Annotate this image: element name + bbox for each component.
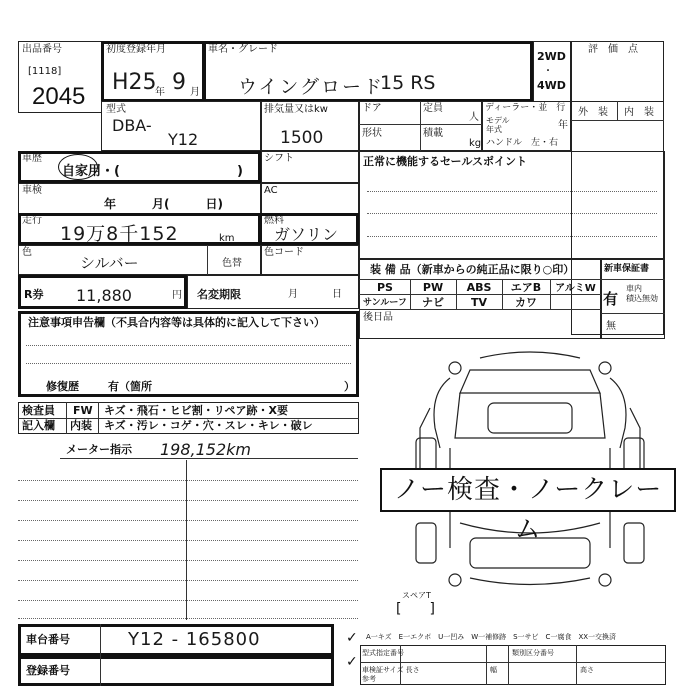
inspection-label: 車検 xyxy=(22,185,42,196)
dotted-line xyxy=(26,363,351,364)
equip-ps: PS xyxy=(377,281,393,294)
dotted-line xyxy=(18,540,358,541)
divider xyxy=(601,313,665,314)
dotted-line xyxy=(18,560,358,561)
fw-label: FW xyxy=(73,404,93,417)
displacement-label: 排気量又はkw xyxy=(264,104,328,115)
grade-value: 15 RS xyxy=(380,72,436,94)
width-label: 幅 xyxy=(490,666,497,674)
repair-close: ） xyxy=(344,380,355,393)
divider xyxy=(359,279,601,280)
name-change-day: 日 xyxy=(332,289,342,300)
dotted-line xyxy=(367,236,657,237)
interior-label: 内 装 xyxy=(624,107,654,118)
dotted-line xyxy=(367,191,657,192)
lot-label: 出品番号 xyxy=(22,44,62,55)
dotted-line xyxy=(18,580,358,581)
equip-abs: ABS xyxy=(466,281,492,294)
dotted-line xyxy=(18,500,358,501)
divider xyxy=(66,402,67,434)
shift-label: シフト xyxy=(264,153,294,164)
warranty-no: 無 xyxy=(606,321,616,332)
notes-label: 注意事項申告欄（不具合内容等は具体的に記入して下さい） xyxy=(28,316,325,329)
equipment-label: 装 備 品（新車からの純正品に限り○印） xyxy=(370,263,575,276)
aftermarket-label: 後日品 xyxy=(363,312,393,323)
history-value: 自家用・( ) xyxy=(62,164,243,179)
history-label: 車歴 xyxy=(22,153,42,164)
length-label: 車検証サイズ 長さ xyxy=(362,666,420,674)
divider xyxy=(576,645,577,685)
door-label: ドア xyxy=(362,103,382,114)
inspector-label-top: 検査員 xyxy=(22,404,55,417)
handle-label: ハンドル 左・右 xyxy=(486,138,559,148)
model-year-label: モデル 年式 xyxy=(486,116,510,134)
fuel-value: ガソリン xyxy=(274,225,339,244)
dotted-line xyxy=(18,480,358,481)
ref-label: 参考 xyxy=(362,675,376,683)
capacity-label: 定員 xyxy=(423,103,443,114)
shape-label: 形状 xyxy=(362,128,382,139)
equip-airbag: エアB xyxy=(510,281,542,294)
chassis-value: Y12 - 165800 xyxy=(128,629,261,650)
equip-sunroof: サンルーフ xyxy=(363,298,407,308)
int-text: キズ・汚レ・コゲ・穴・スレ・キレ・破レ xyxy=(104,419,313,432)
color-label: 色 xyxy=(22,247,32,258)
repaint-label: 色替 xyxy=(222,258,242,269)
divider xyxy=(98,402,99,434)
name-change-label: 名変期限 xyxy=(197,288,241,301)
divider xyxy=(359,309,601,310)
legend-checkmark: ✓ xyxy=(346,630,358,646)
inspection-value: 年 月( 日) xyxy=(104,197,223,211)
fuel-label: 燃料 xyxy=(264,215,284,226)
height-label: 高さ xyxy=(580,666,594,674)
dotted-line xyxy=(367,213,657,214)
divider xyxy=(508,645,509,685)
mileage-value: 19万8千152 xyxy=(60,223,179,245)
fw-text: キズ・飛石・ヒビ割・リペア跡・X要 xyxy=(104,404,289,417)
chassis-label: 車台番号 xyxy=(26,633,70,646)
year-suffix: 年 xyxy=(558,120,568,131)
model-label: 型式 xyxy=(106,104,126,115)
exterior-label: 外 装 xyxy=(578,107,608,118)
mileage-unit: km xyxy=(219,233,235,244)
first-registration-era-year: H25 xyxy=(112,70,157,95)
int-label: 内装 xyxy=(70,419,92,432)
divider xyxy=(601,279,665,280)
warranty-note: 車内 積込無効 xyxy=(626,284,658,303)
dealer-label: ディーラー・並 行 xyxy=(485,103,566,113)
name-change-month: 月 xyxy=(288,289,298,300)
drive-dot: ・ xyxy=(543,66,553,77)
load-label: 積載 xyxy=(423,128,443,139)
divider xyxy=(100,624,101,656)
first-registration-month: 9 xyxy=(172,70,186,95)
capacity-unit: 人 xyxy=(469,112,479,123)
year-unit: 年 xyxy=(155,87,165,98)
divider xyxy=(420,101,421,151)
model-prefix: DBA- xyxy=(112,116,152,135)
inspector-label-bottom: 記入欄 xyxy=(22,419,55,432)
no-inspection-stamp: ノー検査・ノークレーム xyxy=(380,468,676,512)
mileage-label: 走行 xyxy=(22,215,42,226)
displacement-value: 1500 xyxy=(280,128,324,148)
equip-leather: カワ xyxy=(515,296,537,309)
spare-label: スペアT xyxy=(402,591,431,600)
recycle-value: 11,880 xyxy=(76,286,132,305)
repair-label: 修復歴 xyxy=(46,380,79,393)
meter-label: メーター指示 xyxy=(66,443,132,456)
ac-label: AC xyxy=(264,185,278,196)
drive-2wd: 2WD xyxy=(537,50,566,63)
lot-code: [1118] xyxy=(28,66,62,77)
divider xyxy=(60,458,358,459)
divider xyxy=(486,645,487,685)
table-checkmark: ✓ xyxy=(346,654,358,670)
type-number-label: 型式指定番号 xyxy=(362,649,404,657)
dotted-line xyxy=(18,600,358,601)
equip-alloy: アルミW xyxy=(555,283,596,294)
color-code-label: 色コード xyxy=(264,247,304,258)
warranty-yes: 有 xyxy=(603,290,619,308)
repair-value: 有（箇所 xyxy=(108,380,152,393)
divider xyxy=(617,101,618,120)
score-label: 評 価 点 xyxy=(588,44,638,55)
color-value: シルバー xyxy=(80,254,139,272)
damage-legend: A一キズ E一エクボ U一凹み W一補修跡 S一サビ C一腐食 XX一交換済 xyxy=(366,633,617,641)
equip-tv: TV xyxy=(470,296,488,309)
divider xyxy=(571,120,664,121)
class-number-label: 類別区分番号 xyxy=(512,649,554,657)
equip-navi: ナビ xyxy=(422,296,444,309)
lot-number: 2045 xyxy=(32,83,86,110)
load-unit: kg xyxy=(469,138,482,149)
divider xyxy=(207,245,208,275)
recycle-unit: 円 xyxy=(172,290,182,301)
drive-4wd: 4WD xyxy=(537,79,566,92)
selling-points-label: 正常に機能するセールスポイント xyxy=(363,155,528,168)
car-name-value: ウイングロード xyxy=(238,76,385,98)
divider xyxy=(360,662,666,663)
divider xyxy=(100,656,101,686)
dotted-line xyxy=(18,520,358,521)
car-name-label: 車名・グレード xyxy=(208,44,278,55)
month-unit: 月 xyxy=(190,87,200,98)
warranty-label: 新車保証書 xyxy=(604,264,650,274)
dotted-line xyxy=(26,345,351,346)
dotted-line xyxy=(18,618,358,619)
recycle-label: R券 xyxy=(24,288,44,301)
spare-brackets: [ ] xyxy=(396,601,435,617)
meter-value: 198,152km xyxy=(160,440,252,459)
first-registration-label: 初度登録年月 xyxy=(106,44,166,55)
model-code: Y12 xyxy=(168,130,199,149)
history-circle xyxy=(58,154,98,180)
registration-label: 登録番号 xyxy=(26,664,70,677)
equip-pw: PW xyxy=(422,281,444,294)
